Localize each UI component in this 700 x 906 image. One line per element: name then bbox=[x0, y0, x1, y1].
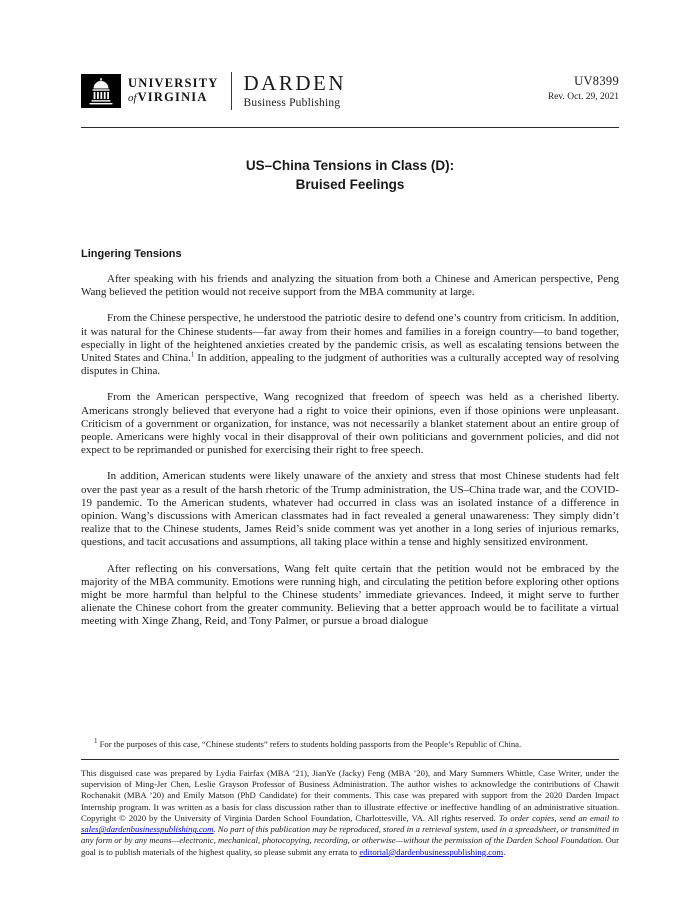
order-copies-text: To order copies, send an email to bbox=[498, 812, 619, 823]
uva-wordmark-line1: UNIVERSITY bbox=[128, 76, 219, 91]
sales-email-link[interactable]: sales@dardenbusinesspublishing.com bbox=[81, 824, 214, 835]
paragraph-2-text-a: From the Chinese perspective, he understood the patriotic desire to defend one’s country from criticism. In addition, it was natural for the Chinese students—far away from their homes and families in a foreign country—to band together, especially in light of the heightened anxieties created by the pandemic crisis, as well as escalating tensions between the United States and China. bbox=[81, 312, 619, 365]
errata-text: Our goal is to publish materials of the highest quality, so please submit any errata to bbox=[81, 835, 619, 857]
case-title-line2: Bruised Feelings bbox=[295, 177, 405, 192]
paragraph-5: After reflecting on his conversations, Wang felt quite certain that the petition would not be embraced by the majority of the MBA community. Emotions were running high, and circulating the petition before exploring other options might be more harmful than helpful to the Chinese students’ immediate grievances. Indeed, it might serve to further alienate the Chinese cohort from the greater community. Believing that a better approach would be to facilitate a virtual meeting with Xinge Zhang, Reid, and Tony Palmer, or pursue a broad dialogue bbox=[81, 562, 619, 628]
paragraph-1: After speaking with his friends and analyzing the situation from both a Chinese and American perspective, Peng Wang believed the petition would not receive support from the MBA community at large. bbox=[81, 273, 619, 299]
paragraph-4: In addition, American students were likely unaware of the anxiety and stress that most Chinese students had felt over the past year as a result of the harsh rhetoric of the Trump administration, the US–China trade war, and the COVID-19 pandemic. To the American students, whatever had occurred in class was an isolated instance of a difference in opinion. Wang’s discussions with American classmates had in fact revealed a general unawareness: They simply didn’t realize that to the Chinese students, James Reid’s snide comment was yet another in a long series of injurious remarks, questions, and tacit accusations and assumptions, all taking place within a tense and highly sensitized environment. bbox=[81, 470, 619, 549]
paragraph-2-text-b: In addition, appealing to the judgment of authorities was a culturally accepted way of resolving disputes in China. bbox=[81, 352, 620, 378]
publisher-brand bbox=[81, 72, 346, 110]
case-title bbox=[81, 156, 619, 194]
darden-name: DARDEN bbox=[243, 70, 346, 95]
footer-period: . bbox=[503, 846, 506, 857]
section-heading: Lingering Tensions bbox=[81, 248, 182, 260]
uva-wordmark-virginia: VIRGINIA bbox=[137, 90, 208, 104]
darden-wordmark bbox=[243, 70, 347, 110]
uva-wordmark-of: of bbox=[128, 92, 137, 104]
footnote-1 bbox=[81, 736, 619, 750]
footnote-marker: 1 bbox=[94, 736, 98, 745]
document-meta bbox=[548, 72, 619, 102]
document-number: UV8399 bbox=[574, 74, 619, 88]
brand-divider bbox=[231, 72, 232, 110]
case-title-line1: US–China Tensions in Class (D): bbox=[245, 158, 455, 173]
business-publishing-label: Business Publishing bbox=[243, 96, 341, 109]
uva-wordmark-line2 bbox=[128, 91, 219, 105]
copyright-restrictions-text: . No part of this publication may be reproduced, stored in a retrieval system, used in a spreadsheet, or transmitted in any form or by any means—electronic, mechanical, photocopying, recording, or otherwise—without the permission of the Darden School Foundation. bbox=[81, 824, 619, 846]
paragraph-3: From the American perspective, Wang recognized that freedom of speech was held as a cherished liberty. Americans strongly believed that everyone had a right to voice their opinions, even if those opinions were unpleasant. Criticism of a government or organization, for instance, was not necessarily a blanket statement about an entire group of people. Americans were highly vocal in their disapproval of their own politicians and government policies, and did not expect to be reprimanded or punished for exercising their right to free speech. bbox=[81, 391, 619, 457]
editorial-email-link[interactable]: editorial@dardenbusinesspublishing.com bbox=[359, 846, 504, 857]
attribution-block bbox=[81, 768, 619, 858]
footnote-text: For the purposes of this case, “Chinese students” refers to students holding passports from the People’s Republic of China. bbox=[97, 738, 522, 749]
footnote-ref-1: 1 bbox=[190, 350, 195, 359]
uva-rotunda-icon bbox=[81, 74, 121, 108]
revision-date: Rev. Oct. 29, 2021 bbox=[547, 92, 619, 102]
paragraph-2 bbox=[81, 312, 619, 378]
masthead bbox=[81, 72, 619, 110]
header-rule bbox=[81, 127, 619, 128]
uva-wordmark bbox=[128, 77, 219, 105]
attribution-text: This disguised case was prepared by Lydia Fairfax (MBA ’21), JianYe (Jacky) Feng (MBA ’20), and Mary Summers Whittle, Case Writer, under the supervision of Ming-Jer Chen, Leslie Grayson Professor of Business Administration. The author wishes to acknowledge the contributions of Chawit Rochanakit (MBA ’20) and Emily Matson (PhD Candidate) for their comments. This case was prepared with support from the 2020 Darden Impact Internship program. It was written as a basis for class discussion rather than to illustrate effective or ineffective handling of an administrative situation. Copyright © 2020 by the University of Virginia Darden School Foundation, Charlottesville, VA. All rights reserved. bbox=[81, 767, 619, 823]
footer-rule bbox=[81, 759, 619, 760]
